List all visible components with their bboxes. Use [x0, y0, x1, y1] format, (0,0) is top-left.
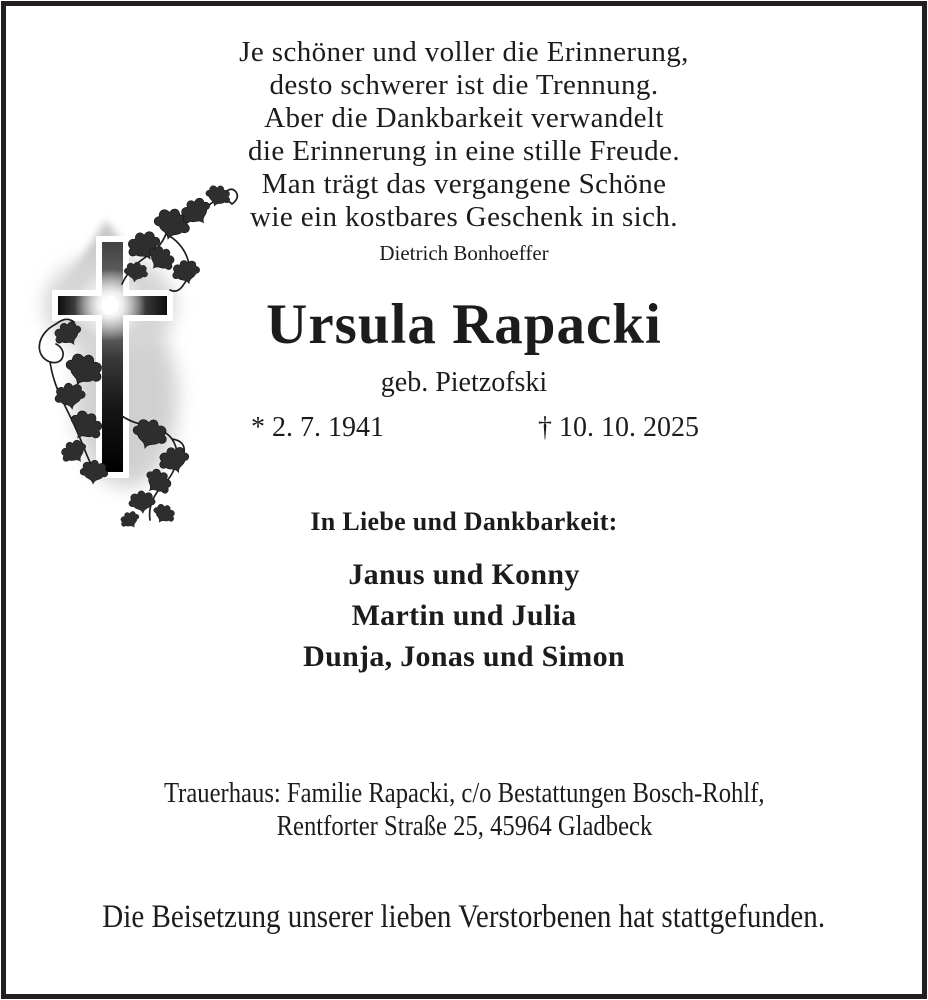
family-name-line: Janus und Konny: [348, 558, 580, 591]
quote-attribution: Dietrich Bonhoeffer: [379, 241, 549, 265]
quote-line: die Erinnerung in eine stille Freude.: [248, 135, 680, 167]
death-date: † 10. 10. 2025: [538, 412, 699, 443]
address-line: Rentforter Straße 25, 45964 Gladbeck: [276, 811, 652, 842]
family-name-line: Martin und Julia: [351, 599, 577, 632]
birth-date: * 2. 7. 1941: [251, 412, 384, 443]
life-dates: [229, 412, 699, 444]
address-line: Trauerhaus: Familie Rapacki, c/o Bestattungen Bosch-Rohlf,: [163, 778, 765, 809]
mourning-house-address: [6, 777, 922, 843]
family-intro: In Liebe und Dankbarkeit:: [310, 507, 618, 536]
quote-line: desto schwerer ist die Trennung.: [269, 69, 659, 101]
cross-with-ivy-illustration: [26, 184, 246, 529]
family-name-line: Dunja, Jonas und Simon: [303, 640, 625, 673]
quote-line: wie ein kostbares Geschenk in sich.: [250, 201, 678, 233]
quote-line: Man trägt das vergangene Schöne: [261, 168, 667, 200]
maiden-name: geb. Pietzofski: [380, 367, 548, 398]
quote-line: Je schöner und voller die Erinnerung,: [239, 36, 689, 68]
deceased-name: Ursula Rapacki: [266, 293, 662, 356]
quote-line: Aber die Dankbarkeit verwandelt: [264, 102, 664, 134]
family-names: [6, 554, 922, 677]
burial-statement: Die Beisetzung unserer lieben Verstorbenen hat stattgefunden.: [102, 899, 826, 935]
